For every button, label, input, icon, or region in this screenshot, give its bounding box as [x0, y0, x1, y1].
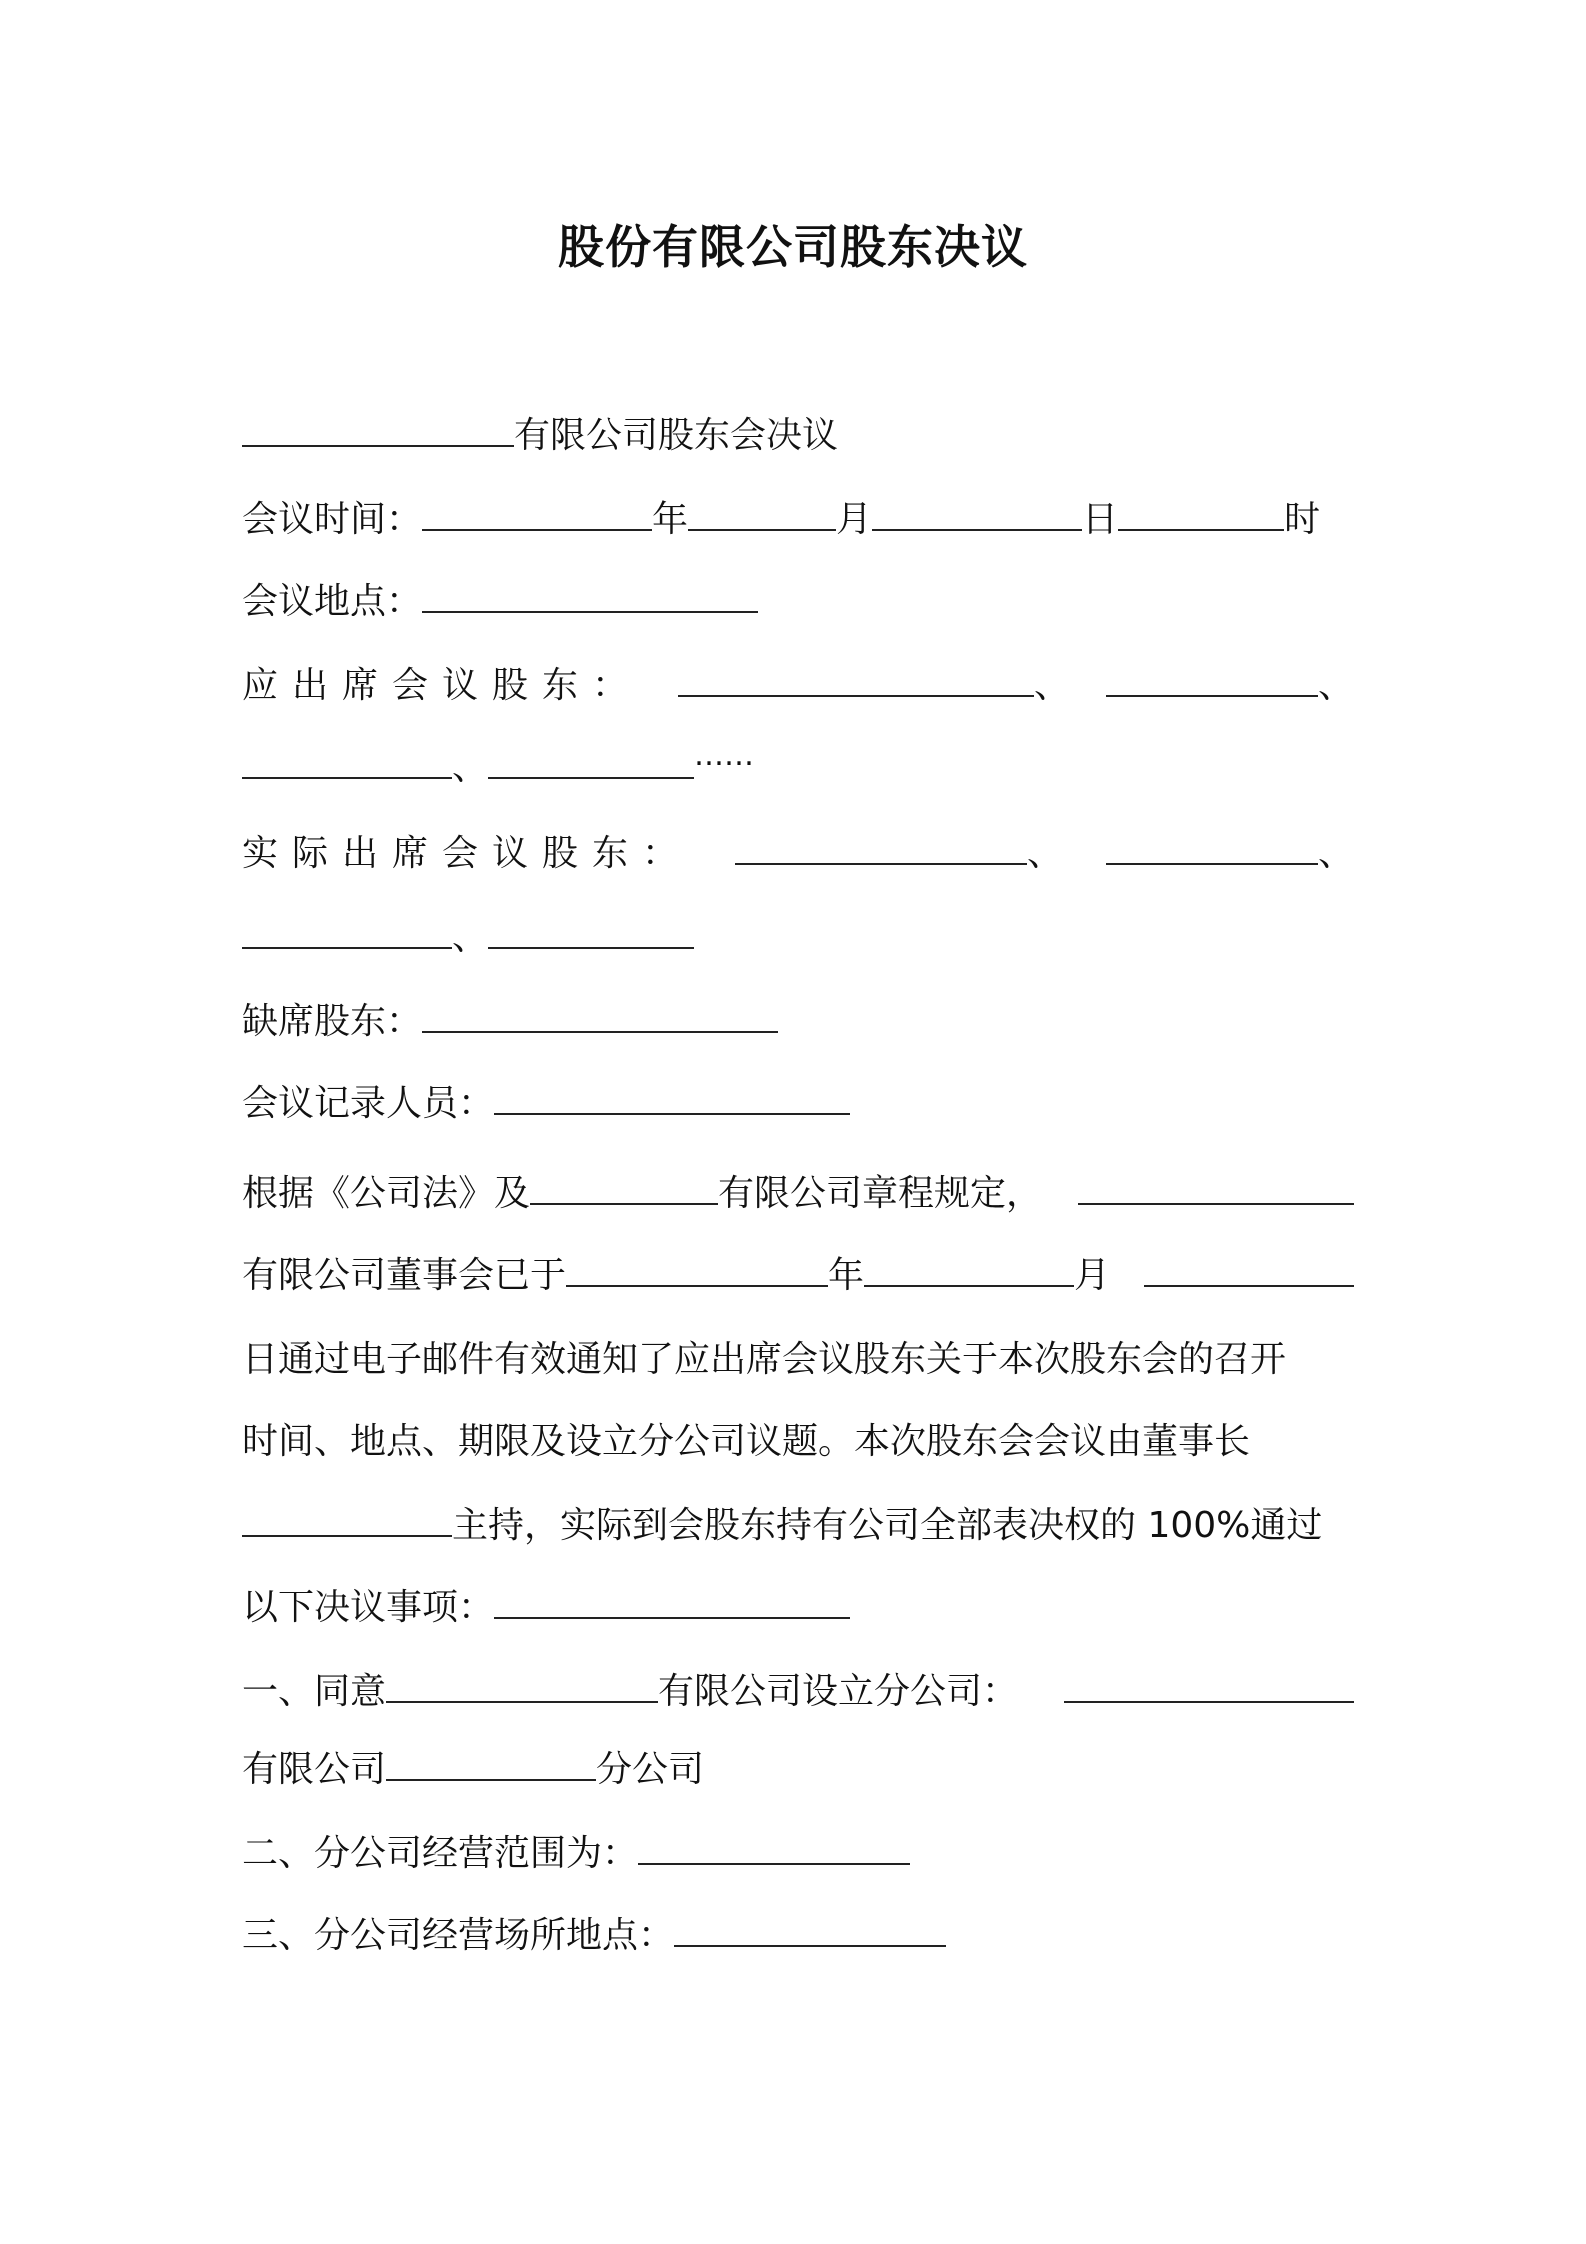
item2-label: 二、分公司经营范围为：: [242, 1833, 639, 1874]
p1-text-a: 根据《公司法》及: [242, 1173, 531, 1214]
actual-shareholders-label: 实际出席会议股东：: [242, 833, 693, 874]
sep-text: 、: [452, 917, 489, 958]
item3-label: 三、分公司经营场所地点：: [242, 1915, 675, 1956]
p1-company-blank-2[interactable]: [1078, 1169, 1354, 1205]
business-location-blank[interactable]: [674, 1911, 946, 1947]
p2-text-c: 月: [1074, 1255, 1111, 1296]
hour-text: 时: [1284, 499, 1321, 540]
item1-branch-name-blank[interactable]: [386, 1745, 596, 1781]
actual-shareholder-blank-2[interactable]: [1106, 829, 1318, 865]
p2-day-blank[interactable]: [1144, 1251, 1354, 1287]
meeting-hour-blank[interactable]: [1118, 495, 1284, 531]
meeting-time-label: 会议时间：: [242, 499, 423, 540]
resolution-blank[interactable]: [494, 1583, 850, 1619]
sep-text: 、: [452, 747, 489, 788]
p1-text-b: 有限公司章程规定，: [718, 1173, 1043, 1214]
ellipsis-text: ……: [694, 738, 755, 773]
paragraph-line-5: [242, 1500, 1322, 1552]
p1-company-blank[interactable]: [530, 1169, 718, 1205]
day-text: 日: [1082, 499, 1119, 540]
p2-text-a: 有限公司董事会已于: [242, 1255, 567, 1296]
absent-shareholders-label: 缺席股东：: [242, 1001, 423, 1042]
paragraph-line-3: [242, 1334, 1286, 1386]
business-scope-blank[interactable]: [638, 1829, 910, 1865]
expected-shareholder-blank-2[interactable]: [1106, 661, 1318, 697]
item1-text-d: 分公司: [596, 1749, 705, 1790]
expected-shareholders-label: 应出席会议股东：: [242, 665, 643, 706]
expected-shareholder-blank-1[interactable]: [678, 661, 1034, 697]
paragraph-line-4: [242, 1416, 1250, 1468]
meeting-year-blank[interactable]: [422, 495, 652, 531]
month-text: 月: [836, 499, 873, 540]
sep-text: 、: [1026, 833, 1063, 874]
sep-text: 、: [1317, 833, 1354, 874]
p2-year-blank[interactable]: [566, 1251, 828, 1287]
item1-text-a: 一、同意: [242, 1671, 387, 1712]
item-2-line: [242, 1828, 910, 1880]
actual-shareholders-line: [242, 828, 1354, 880]
actual-shareholder-blank-3[interactable]: [242, 913, 452, 949]
p3-text: 日通过电子邮件有效通知了应出席会议股东关于本次股东会的召开: [242, 1339, 1287, 1380]
document-title: 股份有限公司股东决议: [558, 220, 1028, 274]
expected-shareholders-line-2: [242, 738, 755, 796]
recorder-blank[interactable]: [494, 1079, 850, 1115]
item1-text-c: 有限公司: [242, 1749, 387, 1790]
absent-shareholders-line: [242, 996, 778, 1048]
item1-company-blank[interactable]: [386, 1667, 658, 1703]
meeting-place-line: [242, 576, 758, 628]
p4-text: 时间、地点、期限及设立分公司议题。本次股东会会议由董事长: [242, 1421, 1251, 1462]
company-name-blank[interactable]: [242, 411, 514, 447]
p5-text: 主持，实际到会股东持有公司全部表决权的 100%通过: [452, 1505, 1323, 1546]
subtitle-line: [242, 410, 838, 462]
recorder-line: [242, 1078, 850, 1130]
expected-shareholder-blank-3[interactable]: [242, 743, 452, 779]
item-3-line: [242, 1910, 946, 1962]
p2-month-blank[interactable]: [864, 1251, 1074, 1287]
item1-branch-blank[interactable]: [1064, 1667, 1354, 1703]
p2-text-b: 年: [828, 1255, 865, 1296]
item-1-line: [242, 1666, 1354, 1718]
sep-text: 、: [1033, 665, 1070, 706]
item1-text-b: 有限公司设立分公司：: [658, 1671, 1019, 1712]
meeting-time-line: [242, 494, 1320, 546]
subtitle-text: 有限公司股东会决议: [514, 415, 839, 456]
chairman-blank[interactable]: [242, 1501, 452, 1537]
meeting-place-blank[interactable]: [422, 577, 758, 613]
recorder-label: 会议记录人员：: [242, 1083, 495, 1124]
actual-shareholders-line-2: [242, 912, 694, 964]
meeting-day-blank[interactable]: [872, 495, 1082, 531]
meeting-place-label: 会议地点：: [242, 581, 423, 622]
paragraph-line-1: [242, 1168, 1354, 1220]
actual-shareholder-blank-1[interactable]: [735, 829, 1027, 865]
sep-text: 、: [1317, 665, 1354, 706]
expected-shareholder-blank-4[interactable]: [488, 743, 694, 779]
p6-text: 以下决议事项：: [242, 1587, 495, 1628]
expected-shareholders-line: [242, 660, 1354, 712]
actual-shareholder-blank-4[interactable]: [488, 913, 694, 949]
paragraph-line-6: [242, 1582, 850, 1634]
absent-shareholders-blank[interactable]: [422, 997, 778, 1033]
year-text: 年: [652, 499, 689, 540]
paragraph-line-2: [242, 1250, 1354, 1302]
item-1-line-2: [242, 1744, 704, 1796]
meeting-month-blank[interactable]: [688, 495, 836, 531]
